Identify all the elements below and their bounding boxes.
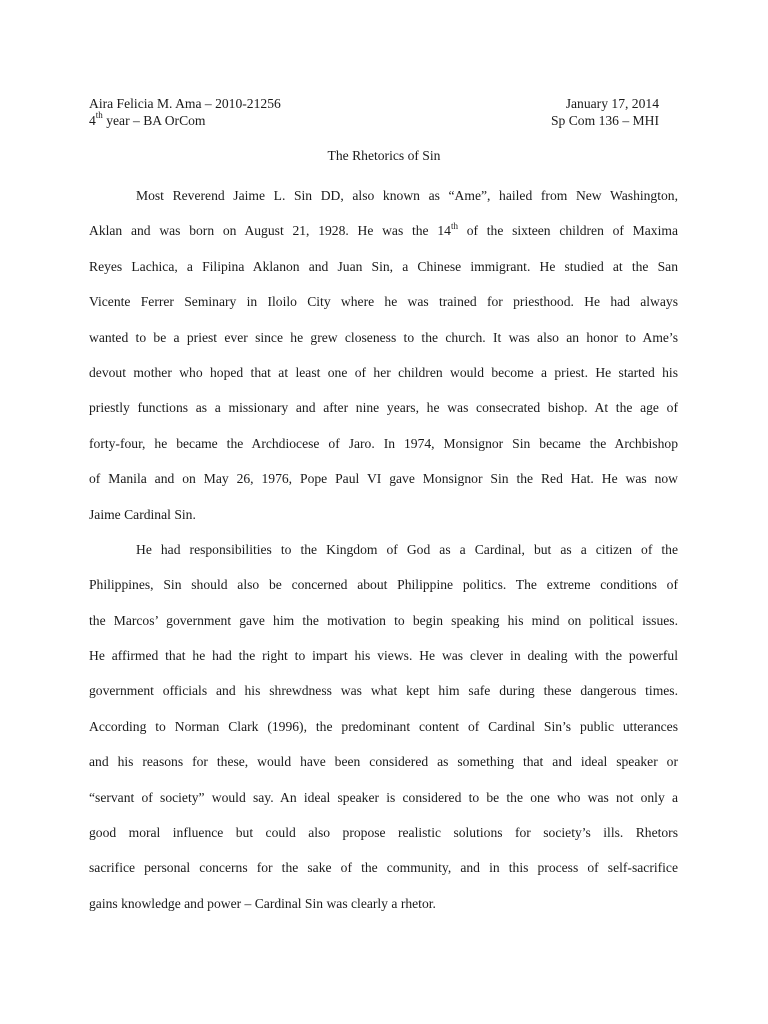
paragraph-line: Jaime Cardinal Sin. (89, 506, 196, 522)
header-block (89, 95, 659, 129)
paragraph-line: wanted to be a priest ever since he grew closeness to the church. It was also an honor to Ame’s (89, 329, 678, 345)
text-run: Aklan and was born on August 21, 1928. He was the 14 (89, 223, 451, 239)
document-title: The Rhetorics of Sin (327, 148, 441, 163)
author-line: Aira Felicia M. Ama – 2010-21256 (89, 96, 281, 111)
paragraph-line: sacrifice personal concerns for the sake of the community, and in this process of self-sacrifice (89, 860, 678, 876)
paragraph-line: He had responsibilities to the Kingdom of God as a Cardinal, but as a citizen of the (136, 541, 678, 557)
paragraph-line: Reyes Lachica, a Filipina Aklanon and Juan Sin, a Chinese immigrant. He studied at the San (89, 258, 678, 274)
paragraph-line: the Marcos’ government gave him the motivation to begin speaking his mind on political issues. (89, 612, 678, 628)
header-row-1 (89, 95, 659, 112)
paragraph-1 (89, 178, 678, 532)
year-program-text: year – BA OrCom (102, 113, 206, 128)
paragraph-line: priestly functions as a missionary and after nine years, he was consecrated bishop. At the age of (89, 400, 678, 416)
body-text (89, 178, 678, 921)
paragraph-line: gains knowledge and power – Cardinal Sin was clearly a rhetor. (89, 895, 436, 911)
paragraph-line: and his reasons for these, would have been considered as something that and ideal speaker or (89, 754, 678, 770)
paragraph-2 (89, 532, 678, 921)
paragraph-line (89, 213, 678, 248)
paragraph-line: forty-four, he became the Archdiocese of Jaro. In 1974, Monsignor Sin became the Archbishop (89, 435, 678, 451)
date: January 17, 2014 (565, 96, 659, 111)
superscript: th (450, 220, 458, 231)
paragraph-line: He affirmed that he had the right to impart his views. He was clever in dealing with the powerful (89, 648, 678, 664)
paragraph-line: Philippines, Sin should also be concerned about Philippine politics. The extreme conditions of (89, 577, 678, 593)
paragraph-line: of Manila and on May 26, 1976, Pope Paul VI gave Monsignor Sin the Red Hat. He was now (89, 471, 678, 487)
year-number: 4 (89, 113, 96, 128)
text-run: of the sixteen children of Maxima (457, 223, 678, 239)
paragraph-line: devout mother who hoped that at least one of her children would become a priest. He started his (89, 364, 678, 380)
paragraph-line: good moral influence but could also propose realistic solutions for society’s ills. Rhetors (89, 825, 678, 841)
paragraph-line: “servant of society” would say. An ideal speaker is considered to be the one who was not only a (89, 789, 678, 805)
year-superscript: th (95, 110, 103, 121)
paragraph-line: government officials and his shrewdness was what kept him safe during these dangerous times. (89, 683, 678, 699)
course-code: Sp Com 136 – MHI (550, 113, 659, 128)
header-row-2 (89, 112, 659, 129)
paragraph-line: According to Norman Clark (1996), the predominant content of Cardinal Sin’s public utterances (89, 718, 678, 734)
paragraph-line: Vicente Ferrer Seminary in Iloilo City where he was trained for priesthood. He had always (89, 294, 678, 310)
year-program (89, 112, 206, 129)
paragraph-line: Most Reverend Jaime L. Sin DD, also known as “Ame”, hailed from New Washington, (136, 188, 678, 203)
